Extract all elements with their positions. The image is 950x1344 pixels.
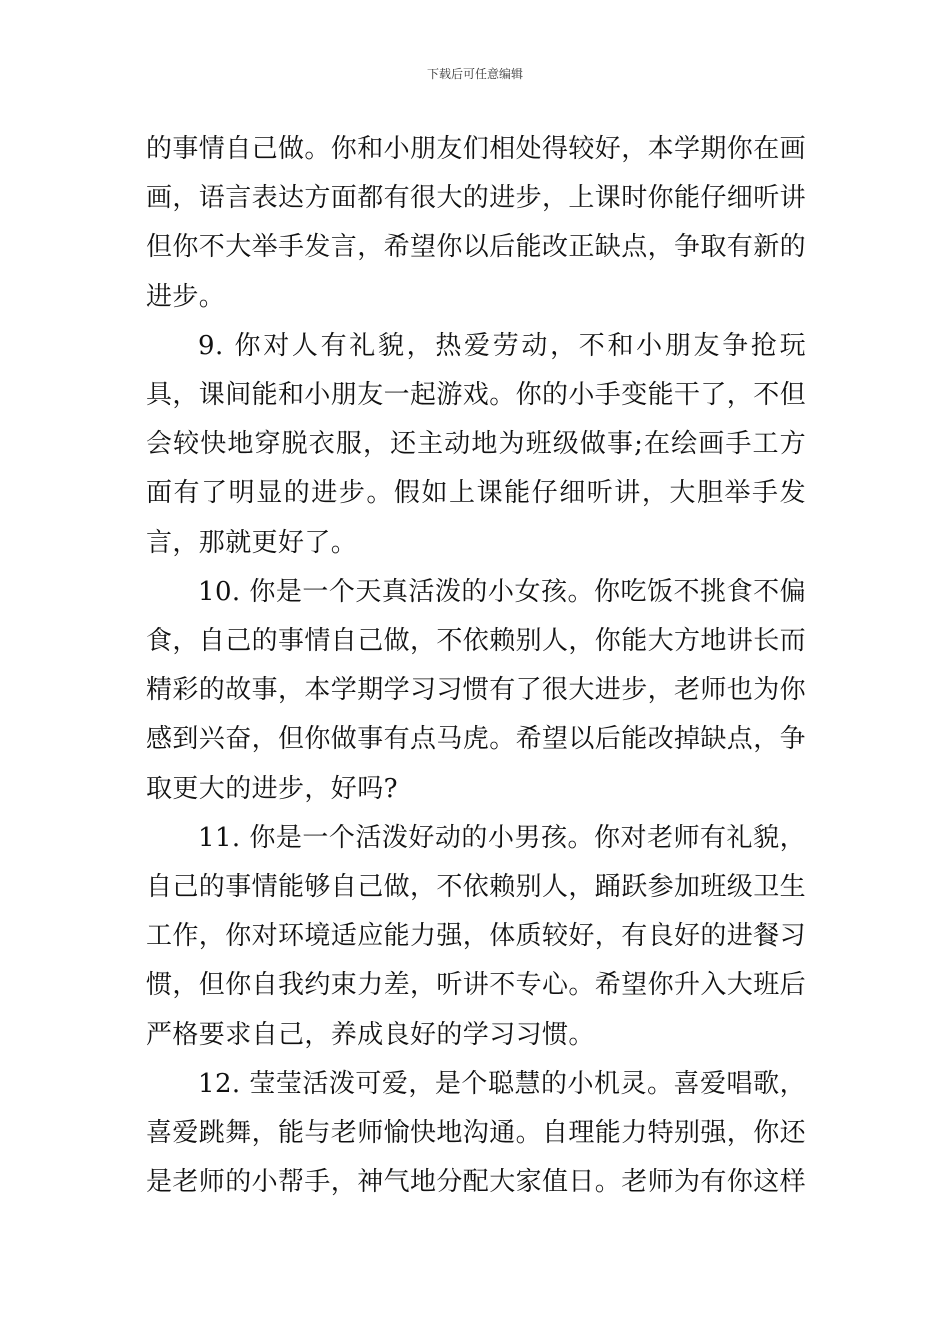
- paragraph-continuation: 的事情自己做。你和小朋友们相处得较好，本学期你在画画，语言表达方面都有很大的进步，上课时你能仔细听讲但你不大举手发言，希望你以后能改正缺点，争取有新的进步。: [146, 134, 807, 312]
- paragraph-item-11: 11. 你是一个活泼好动的小男孩。你对老师有礼貌，自己的事情能够自己做，不依赖别人，踊跃参加班级卫生工作，你对环境适应能力强，体质较好，有良好的进餐习惯，但你自我约束力差，听讲不专心。希望你升入大班后严格要求自己，养成良好的学习习惯。: [146, 822, 807, 1050]
- paragraph-item-10: 10. 你是一个天真活泼的小女孩。你吃饭不挑食不偏食，自己的事情自己做，不依赖别人，你能大方地讲长而精彩的故事，本学期学习习惯有了很大进步，老师也为你感到兴奋，但你做事有点马虎。希望以后能改掉缺点，争取更大的进步，好吗?: [146, 576, 807, 804]
- paragraph-item-9: 9. 你对人有礼貌，热爱劳动，不和小朋友争抢玩具，课间能和小朋友一起游戏。你的小手变能干了，不但会较快地穿脱衣服，还主动地为班级做事;在绘画手工方面有了明显的进步。假如上课能仔细听讲，大胆举手发言，那就更好了。: [146, 330, 807, 558]
- document-body: [146, 125, 806, 1207]
- page-header: 下载后可任意编辑: [426, 67, 523, 81]
- paragraph-item-12: 12. 莹莹活泼可爱，是个聪慧的小机灵。喜爱唱歌，喜爱跳舞，能与老师愉快地沟通。自理能力特别强，你还是老师的小帮手，神气地分配大家值日。老师为有你这样: [146, 1068, 807, 1198]
